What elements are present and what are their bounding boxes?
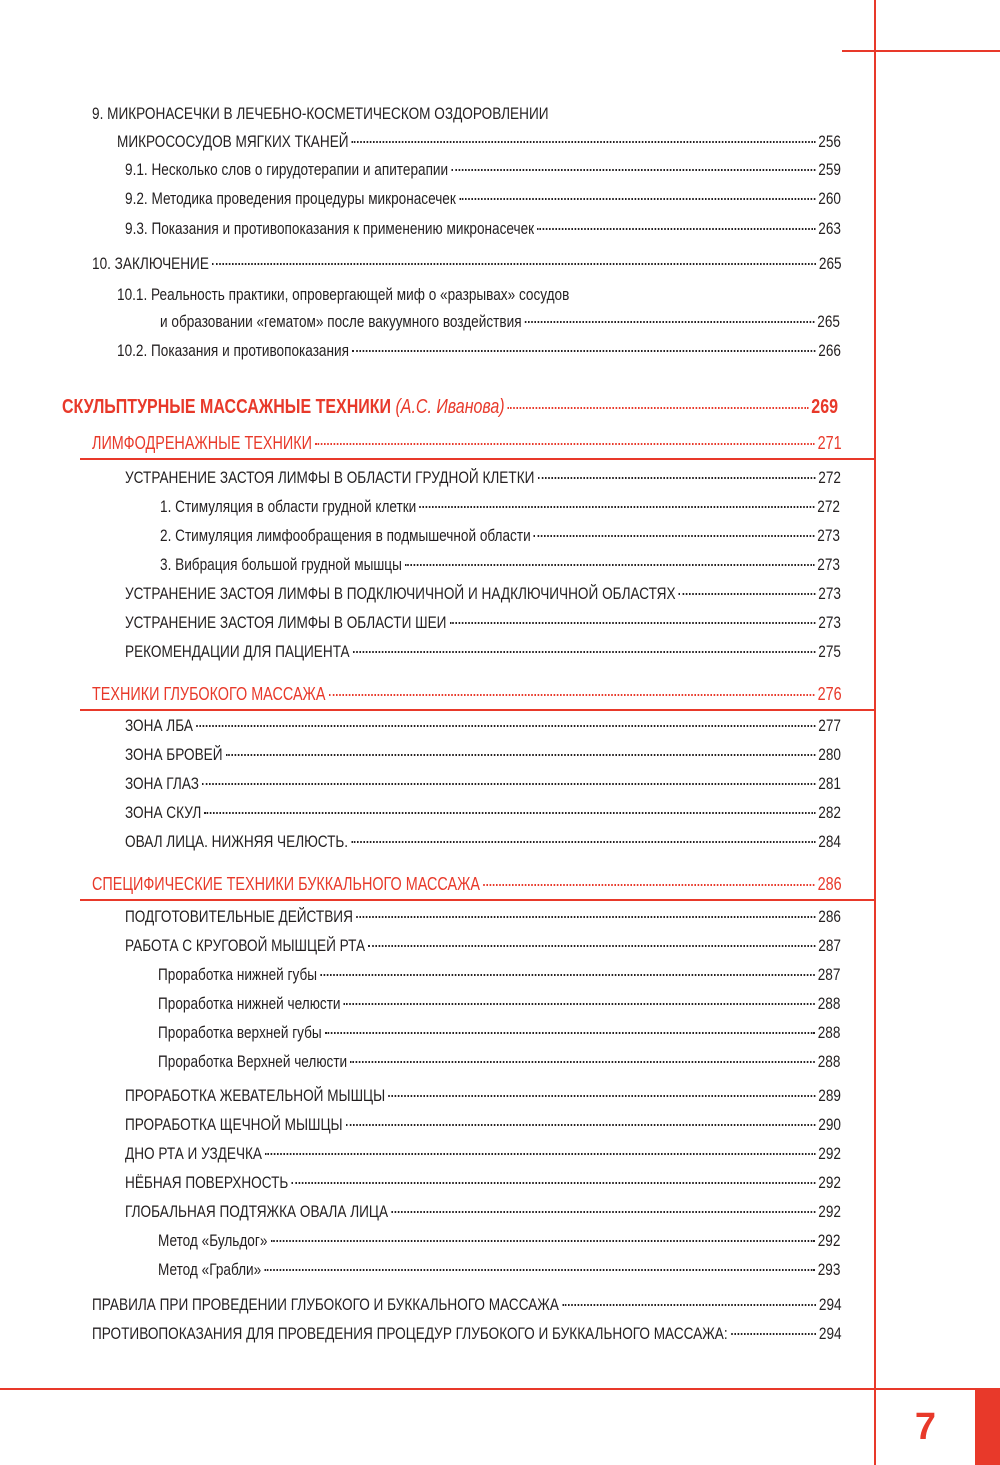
toc-page-number: 292 [818,1144,841,1163]
leader-dots [264,1268,814,1271]
toc-page-number: 273 [817,526,840,545]
part-author: (А.С. Иванова) [395,396,505,418]
toc-page-number: 294 [818,1295,842,1314]
toc-entry[interactable] [158,964,840,986]
toc-entry-text: ЗОНА СКУЛ [125,803,202,822]
toc-entry-text: ОВАЛ ЛИЦА. НИЖНЯЯ ЧЕЛЮСТЬ. [125,832,349,851]
toc-entry-text: УСТРАНЕНИЕ ЗАСТОЯ ЛИМФЫ В ОБЛАСТИ ГРУДНОЙ КЛЕТКИ [125,468,535,487]
toc-page-number: 288 [817,994,841,1013]
toc-section-title: СПЕЦИФИЧЕСКИЕ ТЕХНИКИ БУККАЛЬНОГО МАССАЖА [92,874,481,894]
toc-entry[interactable] [125,1143,841,1165]
leader-dots [368,944,815,947]
toc-page-number: 282 [818,803,841,822]
toc-entry[interactable] [160,525,840,547]
toc-entry[interactable] [158,1259,840,1281]
toc-entry[interactable] [125,641,841,663]
leader-dots [538,476,816,479]
leader-dots [315,442,814,445]
toc-page-number: 273 [818,613,841,632]
toc-entry[interactable] [125,1085,841,1107]
edge-bar [975,1390,1000,1465]
toc-entry[interactable] [158,1230,840,1252]
leader-dots [459,197,815,200]
leader-dots [679,592,815,595]
leader-dots [419,505,814,508]
toc-page-number: 287 [818,936,841,955]
leader-dots [196,724,815,727]
toc-page-number: 286 [818,907,841,926]
leader-dots [405,563,814,566]
leader-dots [537,227,815,230]
toc-page-number: 272 [818,468,841,487]
toc-page-number: 281 [818,774,841,793]
toc-page-number: 263 [818,219,841,238]
section-underline [80,709,875,711]
toc-page-number: 275 [818,642,841,661]
leader-dots [344,1002,815,1005]
toc-entry-text: МИКРОСОСУДОВ МЯГКИХ ТКАНЕЙ [117,132,349,151]
top-rule [842,50,1000,52]
toc-entry-text: 10. ЗАКЛЮЧЕНИЕ [92,254,209,273]
toc-page-number: 287 [817,965,841,984]
toc-entry-text: НЁБНАЯ ПОВЕРХНОСТЬ [125,1173,289,1192]
leader-dots [451,168,815,171]
leader-dots [350,1060,814,1063]
leader-dots [450,621,815,624]
toc-entry-text: РАБОТА С КРУГОВОЙ МЫШЦЕЙ РТА [125,936,366,955]
toc-entry[interactable] [125,1114,841,1136]
toc-entry[interactable] [125,906,841,928]
toc-page-number: 294 [818,1324,842,1343]
toc-entry-text: Метод «Грабли» [158,1260,262,1279]
leader-dots [226,753,815,756]
toc-entry-text: 9.2. Методика проведения процедуры микронасечек [125,189,456,208]
toc-page-number: 292 [818,1173,841,1192]
toc-entry-text: Проработка нижней губы [158,965,318,984]
leader-dots [352,140,815,143]
toc-entry-text: ГЛОБАЛЬНАЯ ПОДТЯЖКА ОВАЛА ЛИЦА [125,1202,389,1221]
toc-page-number: 256 [818,132,841,151]
toc-page-number: 276 [817,684,842,704]
leader-dots [356,915,815,918]
toc-entry-text: 2. Стимуляция лимфообращения в подмышечной области [160,526,531,545]
toc-entry-9-line1: 9. МИКРОНАСЕЧКИ В ЛЕЧЕБНО-КОСМЕТИЧЕСКОМ ОЗДОРОВЛЕНИИ [92,104,549,123]
leader-dots [292,1181,816,1184]
toc-entry-text: и образовании «гематом» после вакуумного воздействия [160,312,522,331]
toc-entry-text: ЗОНА ЛБА [125,716,193,735]
toc-entry[interactable] [125,1172,841,1194]
toc-page-number: 266 [818,341,841,360]
toc-section-lymph[interactable] [92,432,842,454]
toc-page-number: 293 [817,1260,841,1279]
vertical-rule [874,0,876,1465]
toc-entry-10[interactable] [92,253,842,275]
toc-page-number: 269 [811,396,838,418]
leader-dots [346,1123,815,1126]
toc-entry-text: Проработка верхней губы [158,1023,322,1042]
toc-entry[interactable] [125,773,841,795]
toc-entry-text: 10.2. Показания и противопоказания [117,341,349,360]
leader-dots [483,883,814,886]
toc-entry-9[interactable] [117,131,841,153]
toc-page-number: 290 [818,1115,841,1134]
toc-page-number: 286 [817,874,842,894]
toc-page-number: 273 [818,584,841,603]
toc-page-number: 272 [817,497,840,516]
toc-entry-text: РЕКОМЕНДАЦИИ ДЛЯ ПАЦИЕНТА [125,642,350,661]
toc-entry[interactable] [158,1051,840,1073]
section-underline [80,458,875,460]
leader-dots [325,1031,815,1034]
toc-entry-rules[interactable] [92,1294,842,1316]
toc-entry-text: ЗОНА ГЛАЗ [125,774,199,793]
toc-entry-text: ПРОТИВОПОКАЗАНИЯ ДЛЯ ПРОВЕДЕНИЯ ПРОЦЕДУР ГЛУБОКОГО И БУККАЛЬНОГО МАССАЖА: [92,1324,728,1343]
leader-dots [391,1210,815,1213]
toc-entry-contra[interactable] [92,1323,842,1345]
toc-entry-text: ДНО РТА И УЗДЕЧКА [125,1144,263,1163]
toc-entry-text: 3. Вибрация большой грудной мышцы [160,555,402,574]
toc-page-number: 289 [818,1086,841,1105]
toc-section-deep[interactable] [92,683,842,705]
toc-page-number: 284 [818,832,841,851]
toc-entry-text: 9.1. Несколько слов о гирудотерапии и апитерапии [125,160,449,179]
toc-entry[interactable] [125,802,841,824]
toc-entry[interactable] [125,583,841,605]
toc-entry-text: ПРАВИЛА ПРИ ПРОВЕДЕНИИ ГЛУБОКОГО И БУККАЛЬНОГО МАССАЖА [92,1295,559,1314]
toc-entry-10-1[interactable] [160,311,840,333]
toc-page-number: 277 [818,716,841,735]
toc-entry-9-3[interactable] [125,218,841,240]
toc-entry-text: Метод «Бульдог» [158,1231,268,1250]
leader-dots [731,1332,816,1335]
toc-entry[interactable] [125,715,841,737]
toc-page-number: 273 [817,555,840,574]
toc-entry-text: УСТРАНЕНИЕ ЗАСТОЯ ЛИМФЫ В ОБЛАСТИ ШЕИ [125,613,447,632]
leader-dots [202,782,815,785]
toc-entry-text: Проработка Верхней челюсти [158,1052,348,1071]
toc-section-buccal[interactable] [92,873,842,895]
toc-page-number: 280 [818,745,841,764]
section-underline [80,899,875,901]
toc-entry-text: ПОДГОТОВИТЕЛЬНЫЕ ДЕЙСТВИЯ [125,907,353,926]
toc-entry[interactable] [125,612,841,634]
toc-entry[interactable] [160,554,840,576]
toc-page-number: 288 [817,1052,841,1071]
toc-section-title: ЛИМФОДРЕНАЖНЫЕ ТЕХНИКИ [92,433,312,453]
toc-entry[interactable] [125,831,841,853]
toc-entry[interactable] [125,744,841,766]
part-title: СКУЛЬПТУРНЫЕ МАССАЖНЫЕ ТЕХНИКИ [62,396,392,418]
toc-entry-text: ПРОРАБОТКА ЩЕЧНОЙ МЫШЦЫ [125,1115,343,1134]
leader-dots [212,262,816,265]
toc-page-number: 292 [818,1202,841,1221]
leader-dots [508,406,808,409]
toc-entry-text: Проработка нижней челюсти [158,994,341,1013]
page-number: 7 [914,1406,937,1448]
toc-entry[interactable] [125,935,841,957]
leader-dots [534,534,814,537]
toc-page-number: 288 [817,1023,841,1042]
leader-dots [353,650,815,653]
leader-dots [320,973,814,976]
leader-dots [388,1094,815,1097]
toc-entry[interactable] [160,496,840,518]
toc-entry-10-2[interactable] [117,340,841,362]
toc-page-number: 265 [817,312,840,331]
toc-entry-text: 9.3. Показания и противопоказания к применению микронасечек [125,219,535,238]
toc-entry-text: 1. Стимуляция в области грудной клетки [160,497,417,516]
toc-entry[interactable] [125,1201,841,1223]
toc-entry-text: УСТРАНЕНИЕ ЗАСТОЯ ЛИМФЫ В ПОДКЛЮЧИЧНОЙ И НАДКЛЮЧИЧНОЙ ОБЛАСТЯХ [125,584,676,603]
toc-section-title: ТЕХНИКИ ГЛУБОКОГО МАССАЖА [92,684,326,704]
toc-part-title [62,394,505,420]
toc-page-number: 265 [818,254,842,273]
toc-entry-text: ПРОРАБОТКА ЖЕВАТЕЛЬНОЙ МЫШЦЫ [125,1086,386,1105]
bottom-rule [0,1388,1000,1390]
toc-entry-text: ЗОНА БРОВЕЙ [125,745,223,764]
leader-dots [271,1239,815,1242]
toc-entry-9-1[interactable] [125,159,841,181]
toc-entry[interactable] [158,993,840,1015]
leader-dots [329,693,815,696]
toc-page-number: 259 [818,160,841,179]
toc-page-number: 271 [817,433,842,453]
toc-entry-9-2[interactable] [125,188,841,210]
toc-page-number: 292 [817,1231,841,1250]
leader-dots [352,349,815,352]
leader-dots [525,320,814,323]
leader-dots [265,1152,815,1155]
toc-page-number: 260 [818,189,841,208]
toc-entry[interactable] [158,1022,840,1044]
leader-dots [562,1303,816,1306]
toc-part-sculpt[interactable] [62,394,838,420]
leader-dots [205,811,816,814]
toc-entry-10-1-line1: 10.1. Реальность практики, опровергающей миф о «разрывах» сосудов [117,285,570,304]
toc-entry[interactable] [125,467,841,489]
leader-dots [351,840,815,843]
